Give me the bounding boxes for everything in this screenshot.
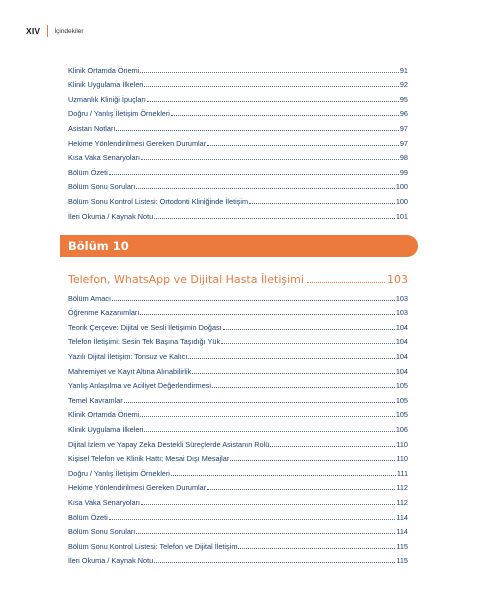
toc-entry[interactable] — [68, 463, 408, 478]
dot-leader — [154, 218, 395, 219]
toc-entry[interactable] — [68, 118, 408, 133]
toc-entry[interactable] — [68, 449, 408, 464]
toc-entry[interactable] — [68, 492, 408, 507]
toc-entry-title: Bölüm Özeti — [68, 512, 108, 522]
toc-entry-page: 95 — [399, 94, 408, 104]
toc-entry-title: Klinik Uygulama İlkeleri — [68, 80, 144, 90]
dot-leader — [154, 562, 395, 563]
toc-entry-page: 112 — [396, 483, 408, 493]
dot-leader — [230, 460, 395, 461]
toc-entry-page: 114 — [396, 527, 408, 537]
toc-entry-page: 110 — [396, 454, 408, 464]
toc-entry[interactable] — [68, 177, 408, 192]
toc-entry-page: 92 — [399, 80, 408, 90]
toc-entry-page: 106 — [395, 424, 408, 434]
toc-entry[interactable] — [68, 89, 408, 104]
toc-entry-page: 111 — [396, 468, 408, 478]
toc-entry-title: İleri Okuma / Kaynak Notu — [68, 211, 154, 221]
toc-entry-title: Klinik Ortamda Önemi — [68, 410, 140, 420]
dot-leader — [136, 188, 394, 189]
dot-leader — [307, 282, 385, 283]
toc-entry[interactable] — [68, 361, 408, 376]
toc-entry-title: Teorik Çerçeve: Dijital ve Sesli İletişimin Doğası — [68, 322, 222, 332]
toc-entry-title: Bölüm Sonu Kontrol Listesi: Ortodonti Kliniğinde İletişim — [68, 196, 249, 206]
toc-entry[interactable] — [68, 60, 408, 75]
toc-entry[interactable] — [68, 303, 408, 318]
toc-entry-title: Yanlış Anlaşılma ve Aciliyet Değerlendirmesi — [68, 381, 212, 391]
dot-leader — [136, 533, 395, 534]
dot-leader — [140, 72, 399, 73]
toc-entry-title: Bölüm Sonu Soruları — [68, 182, 136, 192]
toc-entry-title: Hekime Yönlendirilmesi Gereken Durumlar — [68, 138, 207, 148]
toc-entry-title: Klinik Uygulama İlkeleri — [68, 424, 144, 434]
toc-entry-page: 101 — [395, 211, 408, 221]
toc-entry[interactable] — [68, 536, 408, 551]
toc-entry-page: 97 — [399, 138, 408, 148]
toc-entry-page: 104 — [395, 337, 408, 347]
dot-leader — [141, 159, 399, 160]
dot-leader — [144, 86, 398, 87]
toc-entry-page: 104 — [395, 366, 408, 376]
dot-leader — [109, 174, 399, 175]
dot-leader — [116, 130, 398, 131]
toc-entry-title: Mahremiyet ve Kayıt Altına Alınabilirlik — [68, 366, 192, 376]
toc-entry-title: Bölüm Sonu Kontrol Listesi: Telefon ve Dijital İletişim — [68, 541, 238, 551]
toc-entry-page: 100 — [395, 182, 408, 192]
chapter-title-entry[interactable] — [68, 270, 408, 286]
dot-leader — [249, 203, 395, 204]
toc-entry-page: 103 — [395, 293, 408, 303]
toc-entry[interactable] — [68, 191, 408, 206]
dot-leader — [188, 358, 394, 359]
dot-leader — [140, 314, 394, 315]
toc-entry-title: Bölüm Sonu Soruları — [68, 527, 136, 537]
toc-entry[interactable] — [68, 133, 408, 148]
dot-leader — [212, 387, 395, 388]
dot-leader — [207, 145, 399, 146]
toc-entry[interactable] — [68, 419, 408, 434]
dot-leader — [171, 115, 399, 116]
toc-entry-page: 110 — [396, 439, 408, 449]
chapter-label: Bölüm 10 — [68, 239, 129, 253]
toc-entry-page: 115 — [396, 541, 408, 551]
toc-entry[interactable] — [68, 405, 408, 420]
section-label: İçindekiler — [54, 27, 84, 35]
dot-leader — [112, 300, 395, 301]
toc-list-chapter-10 — [68, 288, 408, 565]
toc-entry-page: 103 — [395, 308, 408, 318]
toc-entry-title: Kişisel Telefon ve Klinik Hattı; Mesai Dışı Mesajlar — [68, 454, 230, 464]
toc-entry[interactable] — [68, 288, 408, 303]
toc-entry-title: Kısa Vaka Senaryoları — [68, 497, 141, 507]
toc-entry[interactable] — [68, 317, 408, 332]
toc-entry-title: Öğrenme Kazanımları — [68, 308, 140, 318]
dot-leader — [270, 446, 395, 447]
dot-leader — [238, 548, 395, 549]
toc-entry-title: Hekime Yönlendirilmesi Gereken Durumlar — [68, 483, 207, 493]
toc-entry-page: 104 — [395, 322, 408, 332]
toc-entry-title: Dijital İzlem ve Yapay Zeka Destekli Süreçlerde Asistanın Rolü — [68, 439, 270, 449]
header-divider — [47, 25, 48, 37]
toc-entry[interactable] — [68, 162, 408, 177]
dot-leader — [192, 373, 395, 374]
dot-leader — [221, 343, 395, 344]
toc-entry[interactable] — [68, 522, 408, 537]
running-header — [26, 24, 84, 38]
chapter-page-number: 103 — [387, 273, 408, 286]
dot-leader — [124, 402, 395, 403]
toc-entry-page: 112 — [396, 497, 408, 507]
toc-entry[interactable] — [68, 104, 408, 119]
page-number: XIV — [26, 26, 41, 36]
dot-leader — [223, 329, 395, 330]
dot-leader — [109, 519, 396, 520]
dot-leader — [147, 101, 399, 102]
toc-entry[interactable] — [68, 332, 408, 347]
toc-entry-title: İleri Okuma / Kaynak Notu — [68, 556, 154, 566]
toc-entry[interactable] — [68, 346, 408, 361]
toc-entry-page: 115 — [396, 556, 408, 566]
toc-entry-title: Yazılı Dijital İletişim: Tonsuz ve Kalıcı — [68, 351, 188, 361]
dot-leader — [144, 431, 394, 432]
toc-entry-title: Telefon İletişimi: Sesin Tek Başına Taşıdığı Yük — [68, 337, 221, 347]
toc-entry-page: 96 — [399, 109, 408, 119]
toc-entry[interactable] — [68, 434, 408, 449]
toc-entry[interactable] — [68, 148, 408, 163]
toc-entry-title: Doğru / Yanlış İletişim Örnekleri — [68, 109, 170, 119]
toc-entry-title: Doğru / Yanlış İletişim Örnekleri — [68, 468, 170, 478]
toc-entry-page: 114 — [396, 512, 408, 522]
toc-entry[interactable] — [68, 478, 408, 493]
dot-leader — [141, 504, 395, 505]
chapter-title-text: Telefon, WhatsApp ve Dijital Hasta İletişimi — [68, 273, 304, 286]
toc-entry-page: 98 — [399, 153, 408, 163]
toc-entry[interactable] — [68, 551, 408, 566]
toc-entry[interactable] — [68, 390, 408, 405]
toc-entry-title: Bölüm Amacı — [68, 293, 111, 303]
toc-entry-page: 104 — [395, 351, 408, 361]
toc-entry-title: Klinik Ortamda Önemi — [68, 65, 140, 75]
toc-entry[interactable] — [68, 507, 408, 522]
toc-entry-page: 105 — [395, 381, 408, 391]
toc-entry-page: 105 — [395, 410, 408, 420]
toc-entry[interactable] — [68, 75, 408, 90]
toc-entry-page: 99 — [399, 167, 408, 177]
toc-entry-page: 97 — [399, 123, 408, 133]
toc-entry-title: Temel Kavramlar — [68, 395, 123, 405]
toc-entry[interactable] — [68, 376, 408, 391]
toc-entry-page: 100 — [395, 196, 408, 206]
toc-entry-page: 105 — [395, 395, 408, 405]
dot-leader — [207, 489, 395, 490]
toc-entry-title: Uzmanlık Kliniği İpuçları — [68, 94, 146, 104]
toc-entry-page: 91 — [399, 65, 408, 75]
toc-entry-title: Asistan Notları — [68, 123, 116, 133]
dot-leader — [140, 416, 394, 417]
toc-list-previous-chapter — [68, 60, 408, 221]
toc-entry-title: Kısa Vaka Senaryoları — [68, 153, 141, 163]
toc-entry-title: Bölüm Özeti — [68, 167, 108, 177]
toc-entry[interactable] — [68, 206, 408, 221]
chapter-banner — [60, 235, 418, 257]
dot-leader — [171, 475, 396, 476]
